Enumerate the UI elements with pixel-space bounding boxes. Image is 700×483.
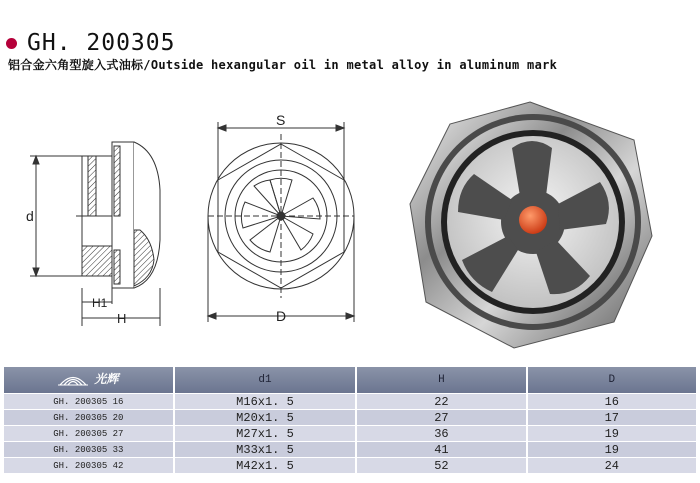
product-photo [400,96,670,356]
table-row [4,458,696,474]
d-cell: 19 [527,442,696,458]
model-cell: GH. 200305 33 [4,442,174,458]
title-row [6,28,175,58]
brand-name: 光辉 [94,372,119,387]
h-cell: 52 [356,458,526,474]
col-header-h: H [356,367,526,394]
brand-logo-icon [58,372,88,386]
table-row [4,394,696,410]
model-cell: GH. 200305 27 [4,426,174,442]
table-row [4,426,696,442]
h-cell: 27 [356,410,526,426]
model-cell: GH. 200305 42 [4,458,174,474]
dim-label-d: d [26,208,34,224]
d1-cell: M16x1. 5 [174,394,357,410]
table-row [4,410,696,426]
d1-cell: M33x1. 5 [174,442,357,458]
d-cell: 19 [527,426,696,442]
d1-cell: M20x1. 5 [174,410,357,426]
d-cell: 16 [527,394,696,410]
dim-label-big-d: D [276,308,287,324]
dim-label-s: S [276,112,286,128]
model-cell: GH. 200305 20 [4,410,174,426]
page-subtitle: 铝合金六角型旋入式油标/Outside hexangular oil in metal alloy in aluminum mark [8,58,558,72]
h-cell: 41 [356,442,526,458]
d1-cell: M27x1. 5 [174,426,357,442]
front-view [208,122,354,322]
dim-label-h: H [117,311,127,326]
spec-table [4,367,696,473]
d-cell: 17 [527,410,696,426]
h-cell: 22 [356,394,526,410]
col-header-d: D [527,367,696,394]
d1-cell: M42x1. 5 [174,458,357,474]
red-indicator-dot [519,206,547,234]
bullet-dot [6,38,17,49]
model-cell: GH. 200305 16 [4,394,174,410]
technical-drawing [0,90,380,340]
d-cell: 24 [527,458,696,474]
col-header-d1: d1 [174,367,357,394]
page-title: GH. 200305 [27,30,176,56]
table-row [4,442,696,458]
dim-label-h1: H1 [92,296,108,310]
h-cell: 36 [356,426,526,442]
brand-header [4,367,174,394]
